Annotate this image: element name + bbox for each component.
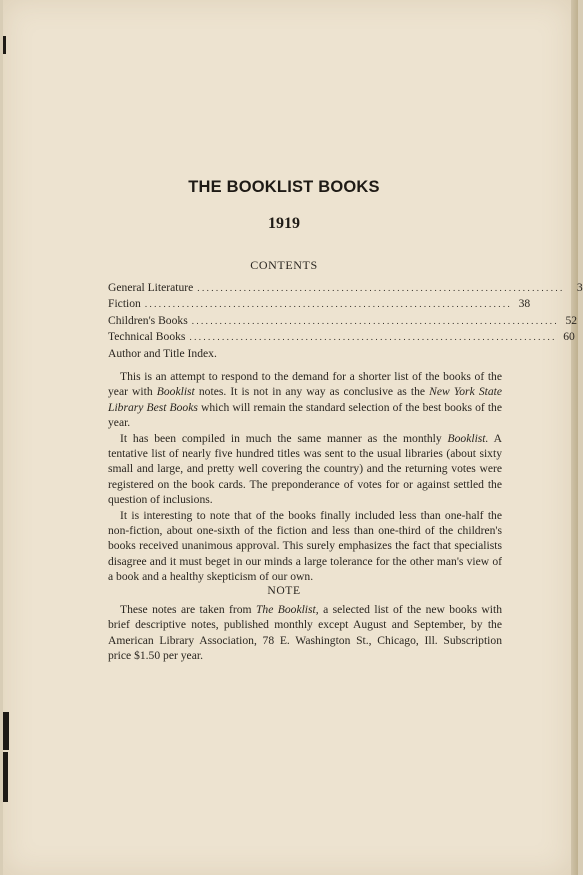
toc-entry-label: Technical Books <box>108 330 186 344</box>
toc-entry-label: Author and Title Index. <box>108 346 217 360</box>
toc-entry-page: 52 <box>565 313 578 327</box>
toc-entry-page: 60 <box>563 330 575 344</box>
toc-entry <box>108 313 578 329</box>
intro-text: A tentative list of nearly five hundred titles was sent to the usual libraries (about sixty small and large, and pretty well covering the country) and the returning votes were registered on the book cards. The preponderance of votes for or against settled the question of inclusions. <box>108 431 503 507</box>
toc-entry-label: Children's Books <box>108 313 188 327</box>
toc-entry <box>108 296 531 312</box>
introduction <box>108 369 502 585</box>
toc-entry <box>108 280 583 296</box>
toc-entry <box>108 329 575 345</box>
note-title-ref: The Booklist, <box>255 603 319 616</box>
intro-title-ref: Booklist. <box>447 431 489 445</box>
toc-leader: ............................................................................... <box>191 315 560 326</box>
intro-paragraph <box>108 431 502 508</box>
table-of-contents <box>108 280 583 361</box>
toc-entry-label: Fiction <box>108 297 141 311</box>
page-year: 1919 <box>268 215 300 232</box>
page-title: THE BOOKLIST BOOKS <box>188 178 380 196</box>
note <box>108 602 502 664</box>
toc-leader: ............................................................................... <box>197 283 565 293</box>
intro-text: It has been compiled in much the same manner as the monthly <box>120 431 448 445</box>
scan-mark <box>3 752 8 802</box>
toc-leader: ............................................................................... <box>144 299 513 310</box>
note-text: These notes are taken from <box>120 603 256 616</box>
scan-mark <box>3 36 6 54</box>
intro-text: notes. It is not in any way as conclusive as the <box>194 385 430 399</box>
intro-paragraph: It is interesting to note that of the books finally included less than one-half the non-fiction, about one-sixth of the fiction and less than one-third of the children's books received unanimous approval. This surely emphasizes the fact that specialists disagree and it must beget in our minds a large tolerance for the other man's view of a book and a healthy skepticism of our own. <box>108 508 502 584</box>
toc-entry-page: 38 <box>518 297 531 311</box>
intro-paragraph <box>108 369 502 431</box>
scan-mark <box>3 712 9 750</box>
page-edge <box>571 0 578 875</box>
intro-text: This is an attempt to respond to the demand for a shorter list of the books of the year with <box>108 370 502 399</box>
note-heading: NOTE <box>267 584 301 597</box>
intro-title-ref: Booklist <box>156 385 195 399</box>
intro-text: which will remain the standard selection of the best books of the year. <box>108 400 502 430</box>
toc-entry-label: General Literature <box>108 281 194 294</box>
intro-title-ref: New York State Library Best Books <box>108 385 502 414</box>
toc-leader: ............................................................................... <box>189 332 557 343</box>
contents-heading: CONTENTS <box>250 258 318 272</box>
note-paragraph <box>108 602 502 664</box>
toc-entry <box>108 346 502 361</box>
note-text: a selected list of the new books with brief descriptive notes, published monthly except August and September, by the American Library Association, 78 E. Washington St., Chicago, Ill. Subscription price $1.50 per year. <box>108 603 502 663</box>
toc-entry-page: 3 <box>576 281 583 294</box>
